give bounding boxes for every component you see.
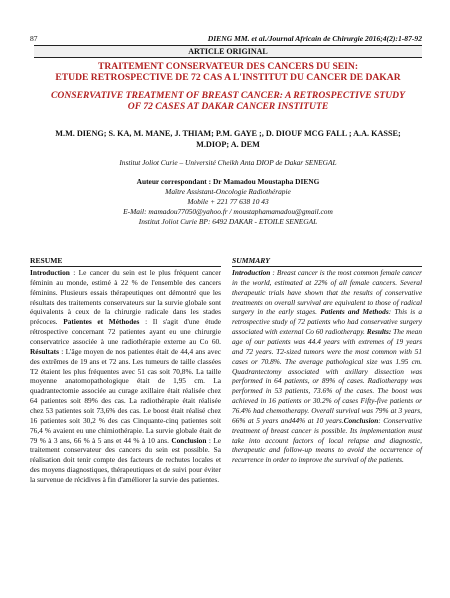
resume-methods-text: : Il s'agit d'une étude rétrospective concernant 72 patientes ayant eu une chirurgie conservatrice associée à une radiothérapie externe au Co 60. (30, 317, 221, 347)
corresponding-address: Institut Joliot Curie BP: 6492 DAKAR - ETOILE SENEGAL (138, 217, 318, 226)
resume-methods-label: Patientes et Méthodes (63, 317, 140, 327)
title-french-line-1: TRAITEMENT CONSERVATEUR DES CANCERS DU SEIN: (97, 61, 359, 72)
corresponding-role: Maître Assistant-Oncologie Radiothérapie (165, 187, 291, 196)
resume-intro-label: Introduction (30, 268, 70, 277)
article-type-banner: ARTICLE ORIGINAL (34, 45, 422, 58)
corresponding-author (34, 177, 422, 187)
author-list (34, 128, 422, 150)
summary-conclusion-label: Conclusion (343, 415, 379, 425)
resume-conclusion-text: : Le traitement conservateur des cancers du sein est possible. Sa réalisation doit tenir compte des facteurs de rechutes locales et des moyens diagnostiques, thérapeutiques et de suivi pour éviter la survenue de récidives à fin d'améliorer la survie des patientes. (30, 435, 221, 485)
resume-intro-text: : Le cancer du sein est le plus fréquent cancer féminin au monde, estimé à 22 % de l'ensemble des cancers féminins. Plusieurs essais thérapeutiques ont démontré que les résultats des traitements conservateurs sur la survie globale sont équivalents à ceux de la chirurgie radicale dans les stades précoces. (30, 268, 221, 327)
resume-body (30, 268, 221, 485)
resume-conclusion-label: Conclusion (171, 435, 207, 445)
title-english-line-2: OF 72 CASES AT DAKAR CANCER INSTITUTE (127, 101, 329, 112)
title-english (34, 90, 422, 112)
resume-column (30, 256, 221, 485)
summary-methods-text: : This is a retrospective study of 72 patients who had conservative surgery associated with external Co 60 radiotherapy. (232, 307, 423, 337)
page-number: 87 (30, 34, 38, 43)
summary-column (232, 256, 422, 465)
corresponding-prefix: Auteur correspondant : (136, 177, 213, 186)
summary-conclusion-text: : Conservative treatment of breast cancer is possible. Its implementation must take into account factors of local relapse and diagnostic, therapeutic and follow-up means to avoid the occurrence of recurrence in order to improve the survival of the patients. (232, 415, 422, 465)
title-english-line-1: CONSERVATIVE TREATMENT OF BREAST CANCER: A RETROSPECTIVE STUDY (51, 90, 405, 101)
summary-methods-label: Patients and Methods (320, 307, 389, 317)
summary-heading: SUMMARY (232, 256, 422, 267)
correspondence-block (34, 177, 422, 227)
resume-results-text: : L'âge moyen de nos patientes était de 44,4 ans avec des extrêmes de 19 ans et 72 ans. Les tumeurs de taille classées T2 étaient les plus fréquentes avec 51 cas soit 70,8%. La taille moyenne anatomopathologique était de 1,95 cm. La quadrantectomie associée au curage axillaire était réalisée chez 64 patientes soit 89% des cas. La radiothérapie était réalisée chez 53 patientes soit 73,6% des cas. Le boost était réalisé chez 16 patientes soit 30,2 % des cas Cinquante-cinq patientes soit 76,4 % avaient eu une chimiothérapie. La survie globale était de 79 % à 3 ans, 66 % à 5 ans et 44 % à 10 ans. (30, 346, 221, 445)
authors-line-2: M.DIOP; A. DEM (196, 140, 260, 149)
summary-intro-label: Introduction (232, 268, 271, 277)
summary-results-label: Results: (366, 327, 392, 337)
corresponding-phone: Mobile + 221 77 638 10 43 (187, 197, 269, 206)
corresponding-name: Dr Mamadou Moustapha DIENG (212, 177, 320, 186)
journal-reference: DIENG MM. et al./Journal Africain de Chirurgie 2016;4(2):1-87-92 (207, 34, 422, 43)
summary-results-text: The mean age of our patients was 44.4 years with extremes of 19 years and 72 years. T2-sized tumors were the most common with 51 cases or 70.8%. The average pathological size was 1.95 cm. Quadrantectomy associated with axillary dissection was performed in 64 patients, or 89% of cases. Radiotherapy was performed in 53 patients, 73.6% of the cases. The boost was achieved in 16 patients or 30.2% of cases Fifty-five patients or 76.4% had chemotherapy. Overall survival was 79% at 3 years, 66% at 5 years and44% at 10 years. (232, 327, 422, 425)
title-french (34, 61, 422, 83)
summary-intro-text: : Breast cancer is the most common female cancer in the world, estimated at 22% of all female cancers. Several therapeutic trials have shown that the results of conservative treatments on overall survival are equivalent to those of radical surgery in the early stages. (232, 268, 422, 317)
corresponding-email: E-Mail: mamadou77050@yahoo.fr / moustaphamamadou@gmail.com (123, 207, 333, 216)
summary-body (232, 268, 422, 465)
title-french-line-2: ETUDE RETROSPECTIVE DE 72 CAS A L'INSTITUT DU CANCER DE DAKAR (55, 72, 401, 83)
resume-heading: RESUME (30, 256, 221, 267)
affiliation: Institut Joliot Curie – Université Cheikh Anta DIOP de Dakar SENEGAL (119, 158, 337, 167)
resume-results-label: Résultats (30, 346, 59, 356)
authors-line-1: M.M. DIENG; S. KA, M. MANE, J. THIAM; P.M. GAYE ;, D. DIOUF MCG FALL ; A.A. KASSE; (55, 129, 401, 138)
